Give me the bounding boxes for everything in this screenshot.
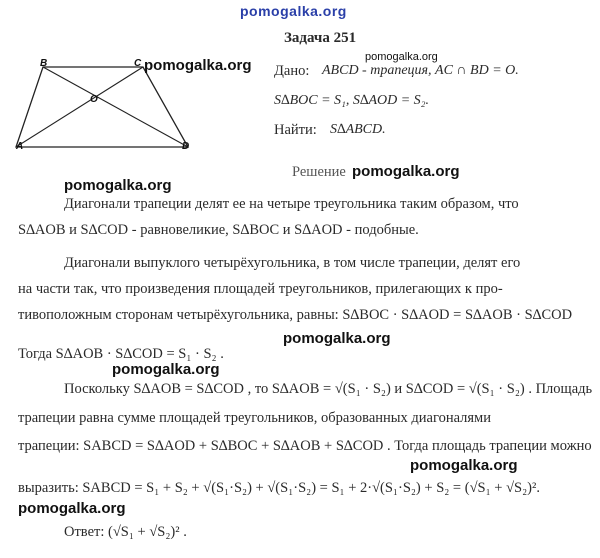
watermark[interactable]: pomogalka.org (112, 361, 220, 378)
watermark[interactable]: pomogalka.org (410, 457, 518, 474)
paragraph-4-line-1: Поскольку S∆AOB = S∆COD , то S∆AOB = √(S₁ · S₂) и S∆COD = √(S₁ · S₂) . Площадь (64, 381, 593, 397)
diagonal-bd (43, 67, 188, 147)
vertex-label-a: A (16, 141, 24, 152)
paragraph-2-line-1: Диагонали выпуклого четырёхугольника, в том числе трапеции, делят его (64, 255, 521, 271)
paragraph-2-line-3: тивоположным сторонам четырёхугольника, равны: S∆BOC · S∆AOD = S∆AOB · S∆COD (18, 307, 573, 323)
watermark[interactable]: pomogalka.org (352, 163, 460, 180)
vertex-label-b: B (40, 58, 48, 69)
problem-title: Задача 251 (284, 30, 357, 46)
trapezoid-outline (16, 67, 188, 147)
paragraph-1-line-1: Диагонали трапеции делят ее на четыре треугольника таким образом, что (64, 196, 519, 212)
given-label: Дано: (274, 63, 310, 79)
paragraph-4-line-2: трапеции равна сумме площадей треугольников, образованных диагоналями (18, 410, 491, 426)
find-value: S∆ABCD. (330, 122, 386, 137)
vertex-label-o: O (90, 94, 98, 105)
watermark-top[interactable]: pomogalka.org (240, 3, 347, 19)
diagonal-ac (16, 67, 143, 147)
paragraph-3: Тогда S∆AOB · S∆COD = S₁ · S₂ . (18, 346, 224, 362)
paragraph-2-line-2: на части так, что произведения площадей треугольников, прилегающих к про- (18, 281, 503, 297)
find-label: Найти: (274, 122, 317, 138)
given-line-2: S∆BOC = S₁, S∆AOD = S₂. (274, 93, 430, 108)
vertex-label-c: C (134, 58, 142, 69)
vertex-label-d: D (182, 141, 190, 152)
paragraph-1-line-2: S∆AOB и S∆COD - равновеликие, S∆BOC и S∆AOD - подобные. (18, 222, 419, 238)
watermark[interactable]: pomogalka.org (64, 177, 172, 194)
paragraph-4-line-4: выразить: SABCD = S₁ + S₂ + √(S₁·S₂) + √(S₁·S₂) = S₁ + 2·√(S₁·S₂) + S₂ = (√S₁ + √S₂)². (18, 480, 540, 496)
watermark[interactable]: pomogalka.org (283, 330, 391, 347)
paragraph-4-line-3: трапеции: SABCD = S∆AOD + S∆BOC + S∆AOB + S∆COD . Тогда площадь трапеции можно (18, 438, 592, 454)
watermark-small[interactable]: pomogalka.org (365, 51, 438, 63)
given-line-1: ABCD - трапеция, AC ∩ BD = O. (322, 63, 519, 78)
solution-heading: Решение (292, 164, 346, 180)
watermark[interactable]: pomogalka.org (144, 57, 252, 74)
answer: Ответ: (√S₁ + √S₂)² . (64, 524, 187, 540)
watermark[interactable]: pomogalka.org (18, 500, 126, 517)
